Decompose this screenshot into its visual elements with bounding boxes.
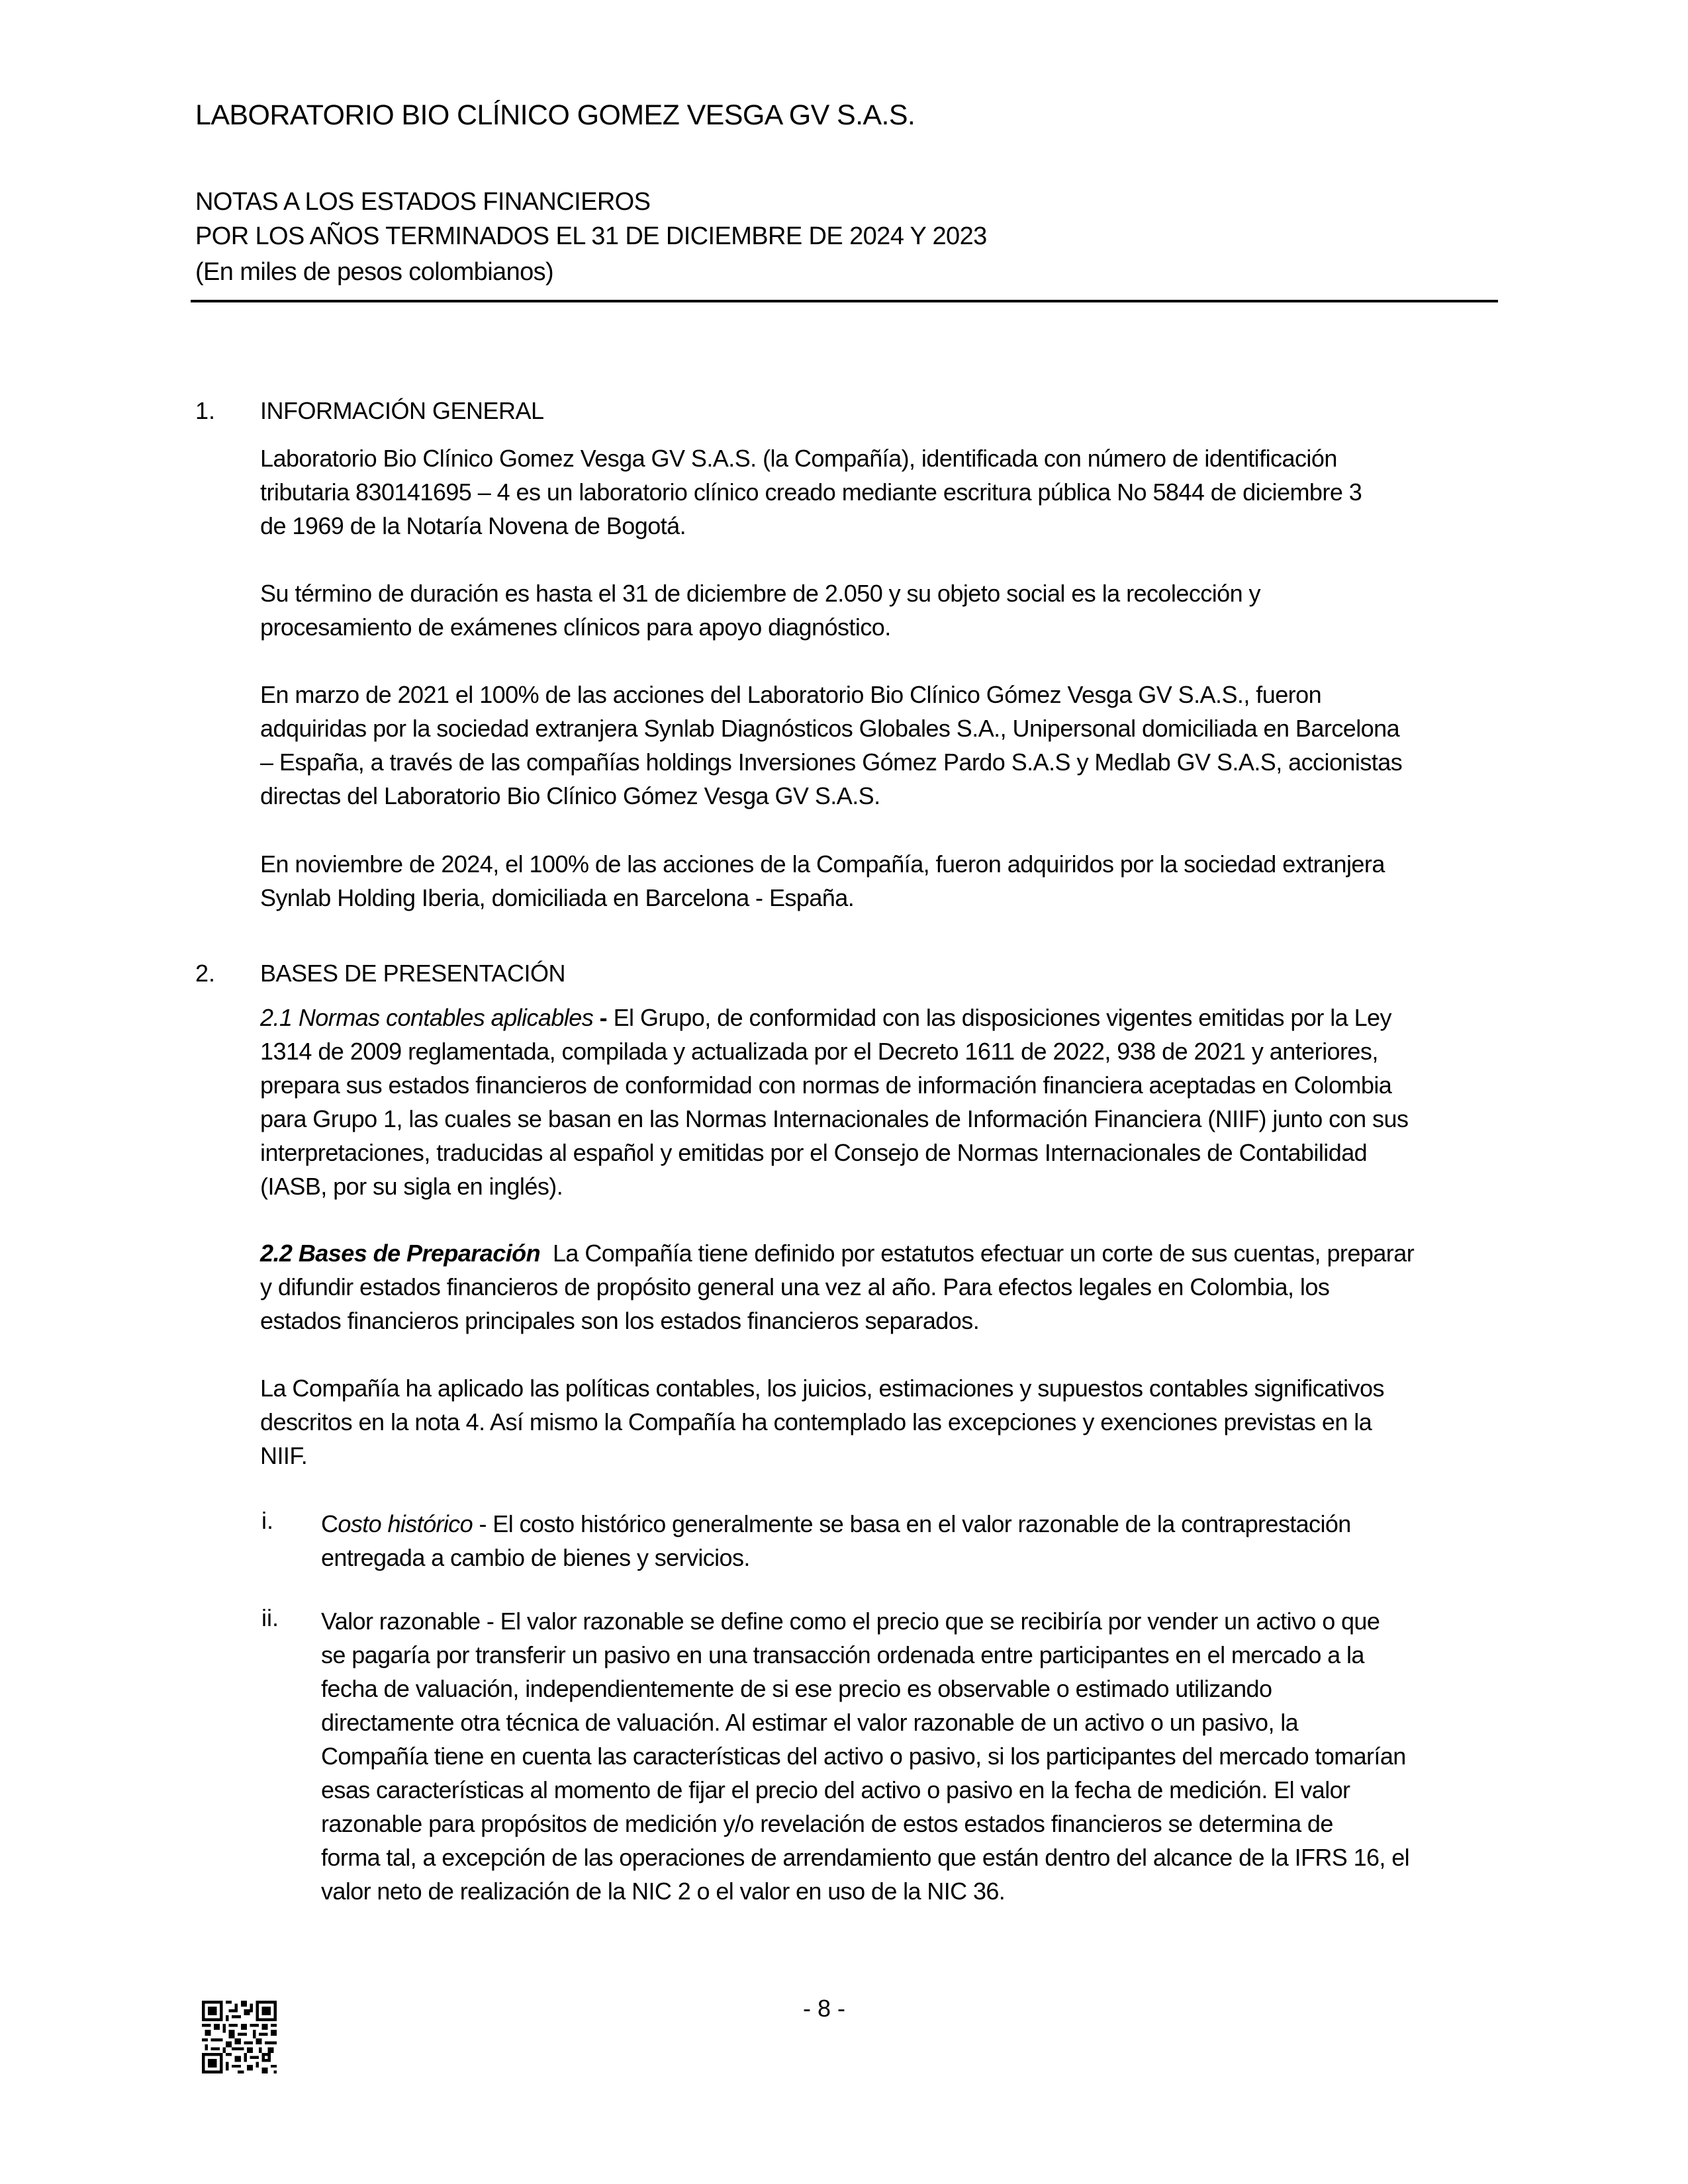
list-item-i: Costo histórico - El costo histórico generalmente se basa en el valor razonable de la contraprestación entregada a cambio de bienes y servicios.	[321, 1510, 1351, 1571]
report-period: POR LOS AÑOS TERMINADOS EL 31 DE DICIEMBRE DE 2024 Y 2023	[195, 222, 987, 250]
subsection-2-1-heading: 2.1 Normas contables aplicables	[260, 1004, 594, 1031]
section-2-number: 2.	[195, 960, 216, 987]
list-item-ii: Valor razonable - El valor razonable se define como el precio que se recibiría por vender un activo o que se pagaría por transferir un pasivo en una transacción ordenada entre participantes en el mercado a la fecha de valuación, independientemente de si ese precio es observable o estimado utilizando directamente otra técnica de valuación. Al estimar el valor razonable de un activo o un pasivo, la Compañía tiene en cuenta las características del activo o pasivo, si los participantes del mercado tomarían esas características al momento de fijar el precio del activo o pasivo en la fecha de medición. El valor razonable para propósitos de medición y/o revelación de estos estados financieros se determina de forma tal, a excepción de las operaciones de arrendamiento que están dentro del alcance de la IFRS 16, el valor neto de realización de la NIC 2 o el valor en uso de la NIC 36.	[321, 1608, 1410, 1905]
policies-paragraph: La Compañía ha aplicado las políticas contables, los juicios, estimaciones y supuestos contables significativos descritos en la nota 4. Así mismo la Compañía ha contemplado las excepciones y exenciones previstas en la NIIF.	[260, 1375, 1384, 1469]
section-1-paragraph-2: Su término de duración es hasta el 31 de diciembre de 2.050 y su objeto social es la recolección y procesamiento de exámenes clínicos para apoyo diagnóstico.	[260, 580, 1261, 641]
qr-code-icon	[202, 2001, 277, 2073]
page-number: - 8 -	[802, 1995, 845, 2022]
section-1-number: 1.	[195, 397, 216, 424]
subsection-2-2-heading: 2.2 Bases de Preparación	[260, 1240, 541, 1267]
list-item-i-numeral: i.	[261, 1507, 273, 1534]
section-2-title: BASES DE PRESENTACIÓN	[260, 960, 565, 987]
section-1-paragraph-3: En marzo de 2021 el 100% de las acciones del Laboratorio Bio Clínico Gómez Vesga GV S.A.S., fueron adquiridas por la sociedad extranjera Synlab Diagnósticos Globales S.A., Unipersonal domiciliada en Barcelona – España, a través de las compañías holdings Inversiones Gómez Pardo S.A.S y Medlab GV S.A.S, accionistas directas del Laboratorio Bio Clínico Gómez Vesga GV S.A.S.	[260, 681, 1403, 809]
company-title: LABORATORIO BIO CLÍNICO GOMEZ VESGA GV S.A.S.	[195, 99, 915, 131]
section-1-title: INFORMACIÓN GENERAL	[260, 397, 544, 424]
subsection-2-1: 2.1 Normas contables aplicables - El Grupo, de conformidad con las disposiciones vigentes emitidas por la Ley 1314 de 2009 reglamentada, compilada y actualizada por el Decreto 1611 de 2022, 938 de 2021 y anteriores, prepara sus estados financieros de conformidad con normas de información financiera aceptadas en Colombia para Grupo 1, las cuales se basan en las Normas Internacionales de Información Financiera (NIIF) junto con sus interpretaciones, traducidas al español y emitidas por el Consejo de Normas Internacionales de Contabilidad (IASB, por su sigla en inglés).	[260, 1004, 1409, 1200]
section-1-paragraph-4: En noviembre de 2024, el 100% de las acciones de la Compañía, fueron adquiridos por la sociedad extranjera Synlab Holding Iberia, domiciliada en Barcelona - España.	[260, 850, 1385, 911]
subsection-2-2: 2.2 Bases de Preparación La Compañía tiene definido por estatutos efectuar un corte de sus cuentas, preparar y difundir estados financieros de propósito general una vez al año. Para efectos legales en Colombia, los estados financieros principales son los estados financieros separados.	[260, 1240, 1415, 1334]
header-divider	[191, 300, 1498, 302]
report-currency: (En miles de pesos colombianos)	[195, 258, 554, 286]
report-title: NOTAS A LOS ESTADOS FINANCIEROS	[195, 188, 651, 216]
section-1-paragraph-1: Laboratorio Bio Clínico Gomez Vesga GV S.A.S. (la Compañía), identificada con número de identificación tributaria 830141695 – 4 es un laboratorio clínico creado mediante escritura pública No 5844 de diciembre 3 de 1969 de la Notaría Novena de Bogotá.	[260, 445, 1362, 539]
list-item-ii-numeral: ii.	[261, 1604, 279, 1631]
